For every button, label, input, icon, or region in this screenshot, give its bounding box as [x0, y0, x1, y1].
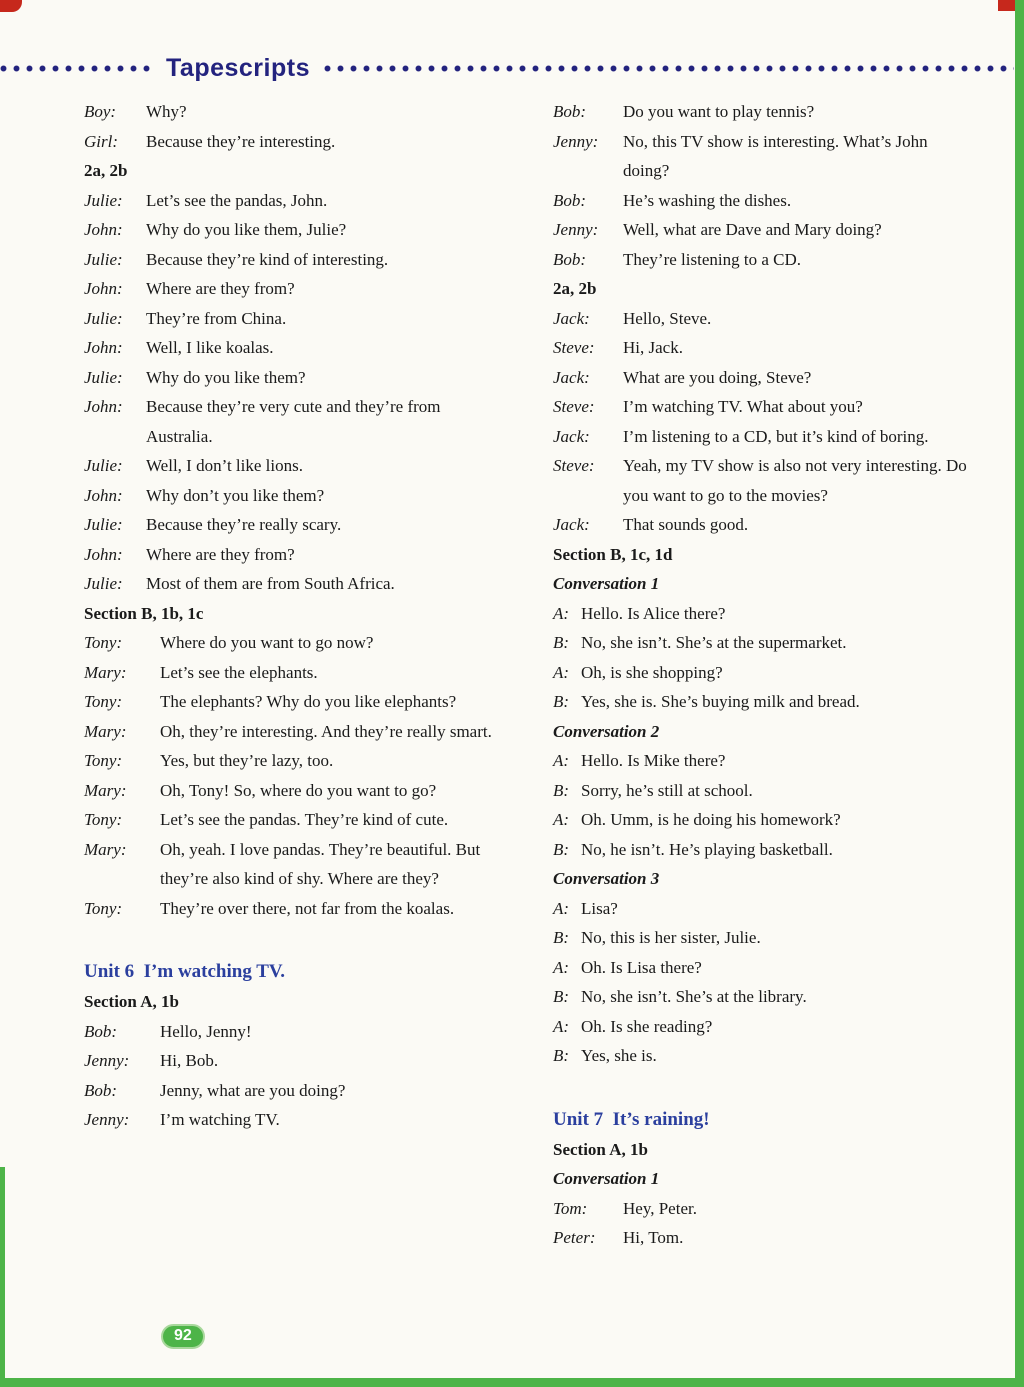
dialogue-text: Well, what are Dave and Mary doing?: [623, 220, 882, 239]
dialogue-line: [84, 333, 498, 363]
page-edge-right: [1015, 0, 1024, 1387]
dialogue-text: Where do you want to go now?: [160, 633, 374, 652]
speaker-label: Tony:: [84, 633, 123, 652]
dialogue-line: [84, 1046, 498, 1076]
dialogue-line: [553, 1041, 977, 1071]
speaker-label: Mary:: [84, 721, 127, 741]
dialogue-line: [553, 392, 977, 422]
dialogue-text: Hello, Steve.: [623, 308, 712, 328]
speaker-label: A:: [553, 1016, 570, 1036]
speaker-label: Bob:: [553, 249, 587, 269]
speaker-label: B:: [553, 987, 570, 1006]
speaker-label: Tony:: [84, 898, 123, 918]
speaker-label: A:: [553, 957, 570, 977]
unit-heading: Unit 7 It’s raining!: [553, 1108, 710, 1130]
dialogue-line: [84, 805, 498, 835]
dialogue-text: What are you doing, Steve?: [623, 367, 812, 387]
dialogue-line: [84, 481, 498, 511]
dialogue-text: Oh, Tony! So, where do you want to go?: [160, 780, 437, 800]
dialogue-text: Because they’re interesting.: [146, 131, 336, 151]
speaker-label: Tom:: [553, 1198, 588, 1218]
dialogue-text: Oh, is she shopping?: [581, 662, 723, 682]
speaker-label: Jack:: [553, 367, 590, 387]
dialogue-text: Oh. Is Lisa there?: [581, 957, 702, 977]
speaker-label: Julie:: [84, 367, 123, 387]
dialogue-text: Oh, yeah. I love pandas. They’re beautiful. But they’re also kind of shy. Where are they?: [160, 839, 481, 888]
page-number-badge: 92: [161, 1324, 205, 1349]
dialogue-text: Hey, Peter.: [623, 1198, 697, 1218]
dialogue-text: Let’s see the pandas, John.: [146, 190, 328, 210]
dialogue-line: [84, 274, 498, 304]
dialogue-line: [84, 451, 498, 481]
dialogue-line: [84, 894, 498, 924]
speaker-label: John:: [84, 485, 123, 505]
speaker-label: Jenny:: [553, 131, 599, 151]
section-heading: Section A, 1b: [84, 992, 179, 1011]
dialogue-line: [84, 186, 498, 216]
speaker-label: A:: [553, 751, 570, 770]
dialogue-text: Hi, Bob.: [160, 1051, 219, 1070]
speaker-label: Steve:: [553, 456, 595, 475]
dialogue-text: No, she isn’t. She’s at the library.: [581, 987, 807, 1006]
dialogue-text: I’m watching TV.: [160, 1110, 280, 1129]
dialogue-line: [553, 687, 977, 717]
dialogue-text: Let’s see the elephants.: [160, 662, 318, 682]
dialogue-line: [553, 805, 977, 835]
dialogue-text: Let’s see the pandas. They’re kind of cute.: [160, 810, 449, 829]
dialogue-line: [84, 687, 498, 717]
dialogue-text: Yes, she is. She’s buying milk and bread.: [581, 692, 860, 711]
dialogue-text: Hi, Jack.: [623, 338, 683, 357]
vertical-gap: [553, 1071, 977, 1104]
speaker-label: Steve:: [553, 338, 595, 357]
dialogue-text: Oh, they’re interesting. And they’re really smart.: [160, 721, 492, 741]
vertical-gap: [84, 923, 498, 956]
dialogue-line: [553, 1223, 977, 1253]
section-heading: Section B, 1b, 1c: [84, 603, 204, 623]
dialogue-line: [84, 746, 498, 776]
dialogue-text: No, this is her sister, Julie.: [581, 928, 761, 947]
speaker-label: Mary:: [84, 839, 127, 859]
dialogue-line: [553, 953, 977, 983]
speaker-label: Boy:: [84, 102, 117, 121]
dialogue-line: [553, 422, 977, 452]
speaker-label: Mary:: [84, 780, 127, 800]
speaker-label: A:: [553, 810, 570, 829]
speaker-label: Julie:: [84, 249, 123, 269]
speaker-label: Julie:: [84, 308, 123, 328]
speaker-label: Girl:: [84, 131, 118, 151]
dialogue-text: Hello. Is Alice there?: [581, 603, 726, 623]
page-edge-bottom: [0, 1378, 1024, 1387]
dialogue-text: No, he isn’t. He’s playing basketball.: [581, 839, 833, 859]
speaker-label: A:: [553, 898, 570, 918]
dialogue-line: [553, 599, 977, 629]
dialogue-text: He’s washing the dishes.: [623, 190, 792, 210]
speaker-label: John:: [84, 544, 123, 564]
dialogue-line: [553, 1194, 977, 1224]
speaker-label: Jack:: [553, 515, 590, 534]
conversation-heading: Conversation 2: [553, 721, 660, 741]
speaker-label: B:: [553, 928, 570, 947]
dialogue-text: Hello, Jenny!: [160, 1021, 252, 1041]
dialogue-line: [553, 776, 977, 806]
speaker-label: B:: [553, 633, 570, 652]
section-heading: 2a, 2b: [84, 161, 128, 180]
dialogue-line: [84, 215, 498, 245]
dialogue-line: [84, 835, 498, 894]
dialogue-line: [84, 540, 498, 570]
speaker-label: Tony:: [84, 692, 123, 711]
dialogue-line: [84, 510, 498, 540]
speaker-label: Bob:: [84, 1021, 118, 1041]
dialogue-line: [84, 1076, 498, 1106]
dialogue-text: Do you want to play tennis?: [623, 102, 815, 121]
dialogue-line: [553, 510, 977, 540]
dialogue-line: [84, 628, 498, 658]
dialogue-text: Why do you like them, Julie?: [146, 220, 347, 239]
dialogue-line: [553, 215, 977, 245]
dialogue-line: [84, 658, 498, 688]
dialogue-line: [553, 894, 977, 924]
speaker-label: A:: [553, 603, 570, 623]
dialogue-line: [84, 1105, 498, 1135]
dialogue-text: They’re listening to a CD.: [623, 249, 801, 269]
dialogue-line: [84, 127, 498, 157]
speaker-label: Bob:: [553, 190, 587, 210]
speaker-label: Jack:: [553, 308, 590, 328]
scan-artifact-top-left: [0, 0, 22, 12]
dialogue-line: [553, 1012, 977, 1042]
speaker-label: B:: [553, 780, 570, 800]
speaker-label: Julie:: [84, 515, 123, 534]
dialogue-text: Hello. Is Mike there?: [581, 751, 726, 770]
speaker-label: Julie:: [84, 190, 123, 210]
dialogue-line: [553, 982, 977, 1012]
dialogue-text: Well, I don’t like lions.: [146, 456, 303, 475]
speaker-label: Mary:: [84, 662, 127, 682]
dialogue-line: [553, 658, 977, 688]
dialogue-text: Yes, but they’re lazy, too.: [160, 751, 334, 770]
conversation-heading: Conversation 1: [553, 1169, 660, 1188]
speaker-label: Tony:: [84, 751, 123, 770]
dialogue-line: [84, 776, 498, 806]
dialogue-text: They’re over there, not far from the koalas.: [160, 898, 455, 918]
section-heading: Section A, 1b: [553, 1139, 648, 1159]
speaker-label: Julie:: [84, 574, 123, 593]
speaker-label: Jenny:: [84, 1051, 130, 1070]
unit-heading: Unit 6 I’m watching TV.: [84, 961, 285, 982]
dotted-rule-left: [0, 65, 152, 72]
dialogue-line: [84, 245, 498, 275]
dialogue-text: Because they’re very cute and they’re from Australia.: [146, 397, 441, 446]
right-column: [553, 97, 977, 1253]
dialogue-text: Where are they from?: [146, 279, 295, 298]
speaker-label: Tony:: [84, 810, 123, 829]
dialogue-text: Sorry, he’s still at school.: [581, 780, 753, 800]
dialogue-text: Jenny, what are you doing?: [160, 1080, 346, 1100]
dialogue-line: [84, 392, 498, 451]
dialogue-text: That sounds good.: [623, 515, 749, 534]
speaker-label: Bob:: [553, 102, 587, 121]
speaker-label: B:: [553, 1046, 570, 1065]
dialogue-line: [553, 451, 977, 510]
dialogue-line: [553, 923, 977, 953]
dialogue-line: [553, 245, 977, 275]
speaker-label: A:: [553, 662, 570, 682]
dialogue-text: They’re from China.: [146, 308, 287, 328]
dialogue-text: Why?: [146, 102, 187, 121]
dialogue-text: Because they’re really scary.: [146, 515, 342, 534]
dialogue-text: Why do you like them?: [146, 367, 306, 387]
dialogue-line: [84, 363, 498, 393]
speaker-label: B:: [553, 839, 570, 859]
dialogue-line: [553, 97, 977, 127]
dialogue-text: Lisa?: [581, 898, 618, 918]
dialogue-text: I’m listening to a CD, but it’s kind of boring.: [623, 426, 929, 446]
dialogue-text: Why don’t you like them?: [146, 485, 325, 505]
speaker-label: B:: [553, 692, 570, 711]
conversation-heading: Conversation 3: [553, 869, 660, 888]
speaker-label: Jack:: [553, 426, 590, 446]
dialogue-line: [553, 333, 977, 363]
dialogue-line: [84, 1017, 498, 1047]
dialogue-text: Yes, she is.: [581, 1046, 657, 1065]
dialogue-text: Well, I like koalas.: [146, 338, 274, 357]
dialogue-text: Where are they from?: [146, 544, 295, 564]
dialogue-line: [553, 304, 977, 334]
dialogue-line: [553, 127, 977, 186]
section-heading: Section B, 1c, 1d: [553, 544, 673, 564]
dialogue-text: Because they’re kind of interesting.: [146, 249, 389, 269]
dialogue-text: Oh. Is she reading?: [581, 1016, 713, 1036]
dialogue-line: [84, 569, 498, 599]
dialogue-line: [84, 97, 498, 127]
speaker-label: Jenny:: [84, 1110, 130, 1129]
dialogue-text: The elephants? Why do you like elephants?: [160, 692, 457, 711]
page-title: Tapescripts: [166, 54, 310, 82]
speaker-label: Jenny:: [553, 220, 599, 239]
dialogue-text: Hi, Tom.: [623, 1228, 684, 1247]
dialogue-line: [84, 717, 498, 747]
speaker-label: John:: [84, 397, 123, 416]
dialogue-text: Most of them are from South Africa.: [146, 574, 395, 593]
speaker-label: Bob:: [84, 1080, 118, 1100]
speaker-label: John:: [84, 279, 123, 298]
dialogue-line: [84, 304, 498, 334]
header: [0, 54, 1014, 83]
dialogue-line: [553, 628, 977, 658]
speaker-label: Peter:: [553, 1228, 596, 1247]
dialogue-text: Oh. Umm, is he doing his homework?: [581, 810, 841, 829]
speaker-label: Julie:: [84, 456, 123, 475]
speaker-label: John:: [84, 220, 123, 239]
dialogue-line: [553, 835, 977, 865]
dialogue-line: [553, 186, 977, 216]
dialogue-text: I’m watching TV. What about you?: [623, 397, 863, 416]
page-edge-left-bottom: [0, 1167, 5, 1387]
dialogue-text: No, she isn’t. She’s at the supermarket.: [581, 633, 847, 652]
section-heading: 2a, 2b: [553, 279, 597, 298]
speaker-label: John:: [84, 338, 123, 357]
speaker-label: Steve:: [553, 397, 595, 416]
dotted-rule-right: [324, 65, 1014, 72]
left-column: [84, 97, 498, 1135]
dialogue-text: No, this TV show is interesting. What’s John doing?: [623, 131, 928, 180]
conversation-heading: Conversation 1: [553, 574, 660, 593]
dialogue-text: Yeah, my TV show is also not very interesting. Do you want to go to the movies?: [623, 456, 967, 505]
dialogue-line: [553, 363, 977, 393]
dialogue-line: [553, 746, 977, 776]
